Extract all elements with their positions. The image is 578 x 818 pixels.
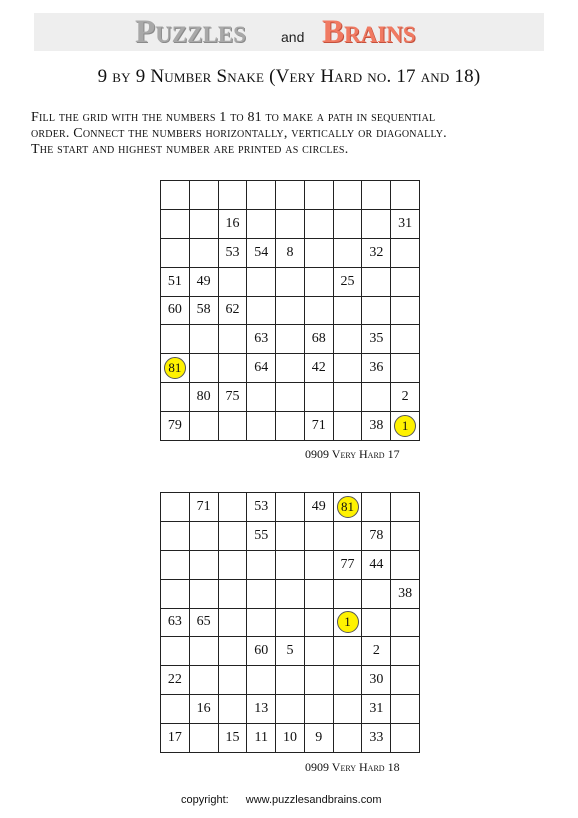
grid-cell[interactable] [190, 580, 219, 609]
given-number: 2 [372, 643, 380, 659]
grid-cell[interactable] [276, 297, 305, 326]
given-number: 10 [282, 730, 297, 746]
grid-cell[interactable] [161, 325, 190, 354]
grid-cell[interactable] [391, 493, 420, 522]
grid-cell[interactable] [334, 522, 363, 551]
grid-cell[interactable] [190, 354, 219, 383]
given-number: 35 [369, 331, 384, 347]
given-number: 60 [254, 643, 269, 659]
given-number: 49 [311, 498, 326, 514]
grid-cell[interactable] [362, 695, 391, 724]
grid-cell[interactable] [276, 580, 305, 609]
given-number: 16 [225, 215, 240, 231]
grid-cell[interactable] [305, 493, 334, 522]
puzzle-grid-2 [160, 492, 420, 753]
grid-cell[interactable] [334, 666, 363, 695]
grid-cell[interactable] [247, 239, 276, 268]
grid-cell[interactable] [362, 493, 391, 522]
given-number: 54 [254, 244, 269, 260]
grid-cell[interactable] [161, 609, 190, 638]
grid-cell[interactable] [247, 354, 276, 383]
grid-cell[interactable] [334, 383, 363, 412]
grid-cell[interactable] [362, 724, 391, 753]
grid-cell[interactable] [219, 268, 248, 297]
grid-cell[interactable] [305, 666, 334, 695]
grid-cell[interactable] [305, 239, 334, 268]
grid-cell[interactable] [305, 609, 334, 638]
given-number: 25 [340, 273, 355, 289]
grid-cell[interactable] [190, 181, 219, 210]
circled-number: 81 [164, 357, 186, 379]
grid-cell[interactable] [161, 493, 190, 522]
grid-cell[interactable] [161, 522, 190, 551]
grid-cell[interactable] [276, 609, 305, 638]
grid-cell[interactable] [247, 724, 276, 753]
given-number: 2 [401, 389, 409, 405]
grid-cell[interactable] [219, 493, 248, 522]
grid-cell[interactable] [334, 210, 363, 239]
grid-cell[interactable] [161, 637, 190, 666]
given-number: 5 [286, 643, 294, 659]
grid-cell[interactable] [276, 354, 305, 383]
given-number: 53 [254, 498, 269, 514]
grid-cell[interactable] [219, 383, 248, 412]
grid-cell[interactable] [247, 609, 276, 638]
given-number: 9 [315, 730, 323, 746]
grid-cell[interactable] [362, 609, 391, 638]
grid-cell[interactable] [334, 493, 363, 522]
grid-cell[interactable] [161, 383, 190, 412]
grid-cell[interactable] [334, 551, 363, 580]
grid-cell[interactable] [190, 522, 219, 551]
given-number: 63 [167, 614, 182, 630]
grid-cell[interactable] [276, 268, 305, 297]
puzzle-caption-2: 0909 Very Hard 18 [305, 760, 400, 774]
grid-cell[interactable] [190, 325, 219, 354]
grid-cell[interactable] [334, 724, 363, 753]
grid-cell[interactable] [334, 181, 363, 210]
grid-cell[interactable] [334, 239, 363, 268]
grid-cell[interactable] [190, 724, 219, 753]
grid-cell[interactable] [219, 522, 248, 551]
circled-number: 1 [394, 415, 416, 437]
grid-cell[interactable] [276, 666, 305, 695]
grid-cell[interactable] [391, 724, 420, 753]
given-number: 68 [311, 331, 326, 347]
grid-cell[interactable] [391, 666, 420, 695]
grid-cell[interactable] [391, 637, 420, 666]
grid-cell[interactable] [161, 695, 190, 724]
given-number: 16 [196, 701, 211, 717]
grid-cell[interactable] [305, 551, 334, 580]
given-number: 71 [311, 418, 326, 434]
grid-cell[interactable] [190, 268, 219, 297]
grid-cell[interactable] [362, 181, 391, 210]
grid-cell[interactable] [391, 239, 420, 268]
footer [181, 794, 382, 806]
grid-cell[interactable] [190, 297, 219, 326]
grid-cell[interactable] [219, 354, 248, 383]
grid-cell[interactable] [362, 268, 391, 297]
given-number: 13 [254, 701, 269, 717]
grid-cell[interactable] [247, 551, 276, 580]
brand-logo-and: and [281, 29, 305, 45]
grid-cell[interactable] [190, 637, 219, 666]
circled-number: 1 [337, 611, 359, 633]
grid-cell[interactable] [161, 354, 190, 383]
grid-cell[interactable] [362, 383, 391, 412]
grid-cell[interactable] [334, 637, 363, 666]
grid-cell[interactable] [219, 551, 248, 580]
grid-cell[interactable] [276, 181, 305, 210]
grid-cell[interactable] [334, 297, 363, 326]
grid-cell[interactable] [219, 239, 248, 268]
grid-cell[interactable] [305, 695, 334, 724]
grid-cell[interactable] [190, 210, 219, 239]
instruction-line: order. Connect the numbers horizontally, vertically or diagonally. [31, 126, 447, 141]
given-number: 62 [225, 302, 240, 318]
page-title: 9 by 9 Number Snake (Very Hard no. 17 and 18) [97, 66, 481, 87]
grid-cell[interactable] [305, 383, 334, 412]
copyright-label: copyright: [181, 794, 229, 806]
grid-cell[interactable] [247, 210, 276, 239]
instructions [31, 110, 561, 158]
given-number: 65 [196, 614, 211, 630]
given-number: 80 [196, 389, 211, 405]
grid-cell[interactable] [362, 522, 391, 551]
grid-cell[interactable] [334, 354, 363, 383]
grid-cell[interactable] [161, 297, 190, 326]
grid-cell[interactable] [391, 268, 420, 297]
grid-cell[interactable] [190, 383, 219, 412]
given-number: 77 [340, 556, 355, 572]
grid-cell[interactable] [362, 239, 391, 268]
grid-cell[interactable] [276, 412, 305, 441]
grid-cell[interactable] [391, 551, 420, 580]
grid-cell[interactable] [276, 637, 305, 666]
puzzle-caption-1: 0909 Very Hard 17 [305, 447, 400, 461]
grid-cell[interactable] [276, 695, 305, 724]
given-number: 8 [286, 244, 294, 260]
given-number: 78 [369, 527, 384, 543]
given-number: 44 [369, 556, 384, 572]
grid-cell[interactable] [334, 268, 363, 297]
grid-cell[interactable] [161, 181, 190, 210]
grid-cell[interactable] [276, 383, 305, 412]
grid-cell[interactable] [219, 580, 248, 609]
grid-cell[interactable] [305, 412, 334, 441]
grid-cell[interactable] [362, 210, 391, 239]
grid-cell[interactable] [219, 325, 248, 354]
grid-cell[interactable] [247, 580, 276, 609]
grid-cell[interactable] [190, 666, 219, 695]
given-number: 71 [196, 498, 211, 514]
grid-cell[interactable] [305, 580, 334, 609]
instruction-line: The start and highest number are printed as circles. [31, 142, 349, 157]
grid-cell[interactable] [334, 695, 363, 724]
grid-cell[interactable] [219, 695, 248, 724]
grid-cell[interactable] [247, 268, 276, 297]
grid-cell[interactable] [190, 609, 219, 638]
brand-logo-brains: Brains [322, 14, 416, 50]
instruction-line: Fill the grid with the numbers 1 to 81 to make a path in sequential [31, 110, 436, 125]
grid-cell[interactable] [161, 724, 190, 753]
given-number: 31 [398, 215, 413, 231]
grid-cell[interactable] [161, 580, 190, 609]
grid-cell[interactable] [276, 724, 305, 753]
grid-cell[interactable] [391, 522, 420, 551]
grid-cell[interactable] [305, 724, 334, 753]
given-number: 31 [369, 701, 384, 717]
circled-number: 81 [337, 496, 359, 518]
given-number: 30 [369, 672, 384, 688]
grid-cell[interactable] [391, 181, 420, 210]
grid-cell[interactable] [247, 325, 276, 354]
grid-cell[interactable] [219, 724, 248, 753]
grid-cell[interactable] [219, 297, 248, 326]
given-number: 75 [225, 389, 240, 405]
grid-cell[interactable] [190, 493, 219, 522]
grid-cell[interactable] [305, 354, 334, 383]
given-number: 55 [254, 527, 269, 543]
grid-cell[interactable] [362, 666, 391, 695]
grid-cell[interactable] [219, 609, 248, 638]
grid-cell[interactable] [305, 325, 334, 354]
grid-cell[interactable] [305, 522, 334, 551]
grid-cell[interactable] [247, 412, 276, 441]
grid-cell[interactable] [247, 637, 276, 666]
grid-cell[interactable] [247, 181, 276, 210]
grid-cell[interactable] [276, 493, 305, 522]
given-number: 58 [196, 302, 211, 318]
grid-cell[interactable] [247, 383, 276, 412]
grid-cell[interactable] [190, 412, 219, 441]
grid-cell[interactable] [362, 354, 391, 383]
grid-cell[interactable] [161, 210, 190, 239]
grid-cell[interactable] [362, 551, 391, 580]
brand-logo-puzzles: Puzzles [135, 14, 246, 50]
given-number: 11 [254, 730, 268, 746]
grid-cell[interactable] [391, 354, 420, 383]
grid-cell[interactable] [247, 666, 276, 695]
grid-cell[interactable] [161, 666, 190, 695]
grid-cell[interactable] [219, 210, 248, 239]
given-number: 33 [369, 730, 384, 746]
grid-cell[interactable] [219, 412, 248, 441]
given-number: 53 [225, 244, 240, 260]
grid-cell[interactable] [391, 297, 420, 326]
given-number: 79 [167, 418, 182, 434]
grid-cell[interactable] [161, 239, 190, 268]
grid-cell[interactable] [305, 181, 334, 210]
grid-cell[interactable] [276, 325, 305, 354]
grid-cell[interactable] [247, 493, 276, 522]
grid-cell[interactable] [391, 412, 420, 441]
given-number: 42 [311, 360, 326, 376]
given-number: 51 [167, 273, 182, 289]
given-number: 63 [254, 331, 269, 347]
given-number: 60 [167, 302, 182, 318]
given-number: 36 [369, 360, 384, 376]
grid-cell[interactable] [276, 551, 305, 580]
grid-cell[interactable] [219, 637, 248, 666]
grid-cell[interactable] [362, 412, 391, 441]
grid-cell[interactable] [305, 297, 334, 326]
site-link[interactable]: www.puzzlesandbrains.com [245, 794, 382, 806]
grid-cell[interactable] [247, 695, 276, 724]
given-number: 15 [225, 730, 240, 746]
grid-cell[interactable] [305, 210, 334, 239]
grid-cell[interactable] [276, 239, 305, 268]
grid-cell[interactable] [305, 637, 334, 666]
grid-cell[interactable] [305, 268, 334, 297]
given-number: 17 [167, 730, 182, 746]
grid-cell[interactable] [391, 383, 420, 412]
grid-cell[interactable] [276, 522, 305, 551]
grid-cell[interactable] [362, 325, 391, 354]
grid-cell[interactable] [362, 297, 391, 326]
grid-cell[interactable] [391, 695, 420, 724]
grid-cell[interactable] [161, 412, 190, 441]
grid-cell[interactable] [161, 551, 190, 580]
grid-cell[interactable] [247, 522, 276, 551]
grid-cell[interactable] [219, 666, 248, 695]
grid-cell[interactable] [391, 609, 420, 638]
grid-cell[interactable] [391, 210, 420, 239]
grid-cell[interactable] [190, 551, 219, 580]
given-number: 32 [369, 244, 384, 260]
grid-cell[interactable] [334, 412, 363, 441]
given-number: 64 [254, 360, 269, 376]
grid-cell[interactable] [247, 297, 276, 326]
grid-cell[interactable] [219, 181, 248, 210]
grid-cell[interactable] [334, 325, 363, 354]
given-number: 22 [167, 672, 182, 688]
given-number: 38 [369, 418, 384, 434]
grid-cell[interactable] [161, 268, 190, 297]
grid-cell[interactable] [334, 609, 363, 638]
given-number: 49 [196, 273, 211, 289]
grid-cell[interactable] [276, 210, 305, 239]
given-number: 38 [398, 585, 413, 601]
grid-cell[interactable] [362, 580, 391, 609]
puzzle-grid-1 [160, 180, 420, 441]
grid-cell[interactable] [391, 580, 420, 609]
grid-cell[interactable] [391, 325, 420, 354]
grid-cell[interactable] [362, 637, 391, 666]
grid-cell[interactable] [334, 580, 363, 609]
grid-cell[interactable] [190, 239, 219, 268]
grid-cell[interactable] [190, 695, 219, 724]
